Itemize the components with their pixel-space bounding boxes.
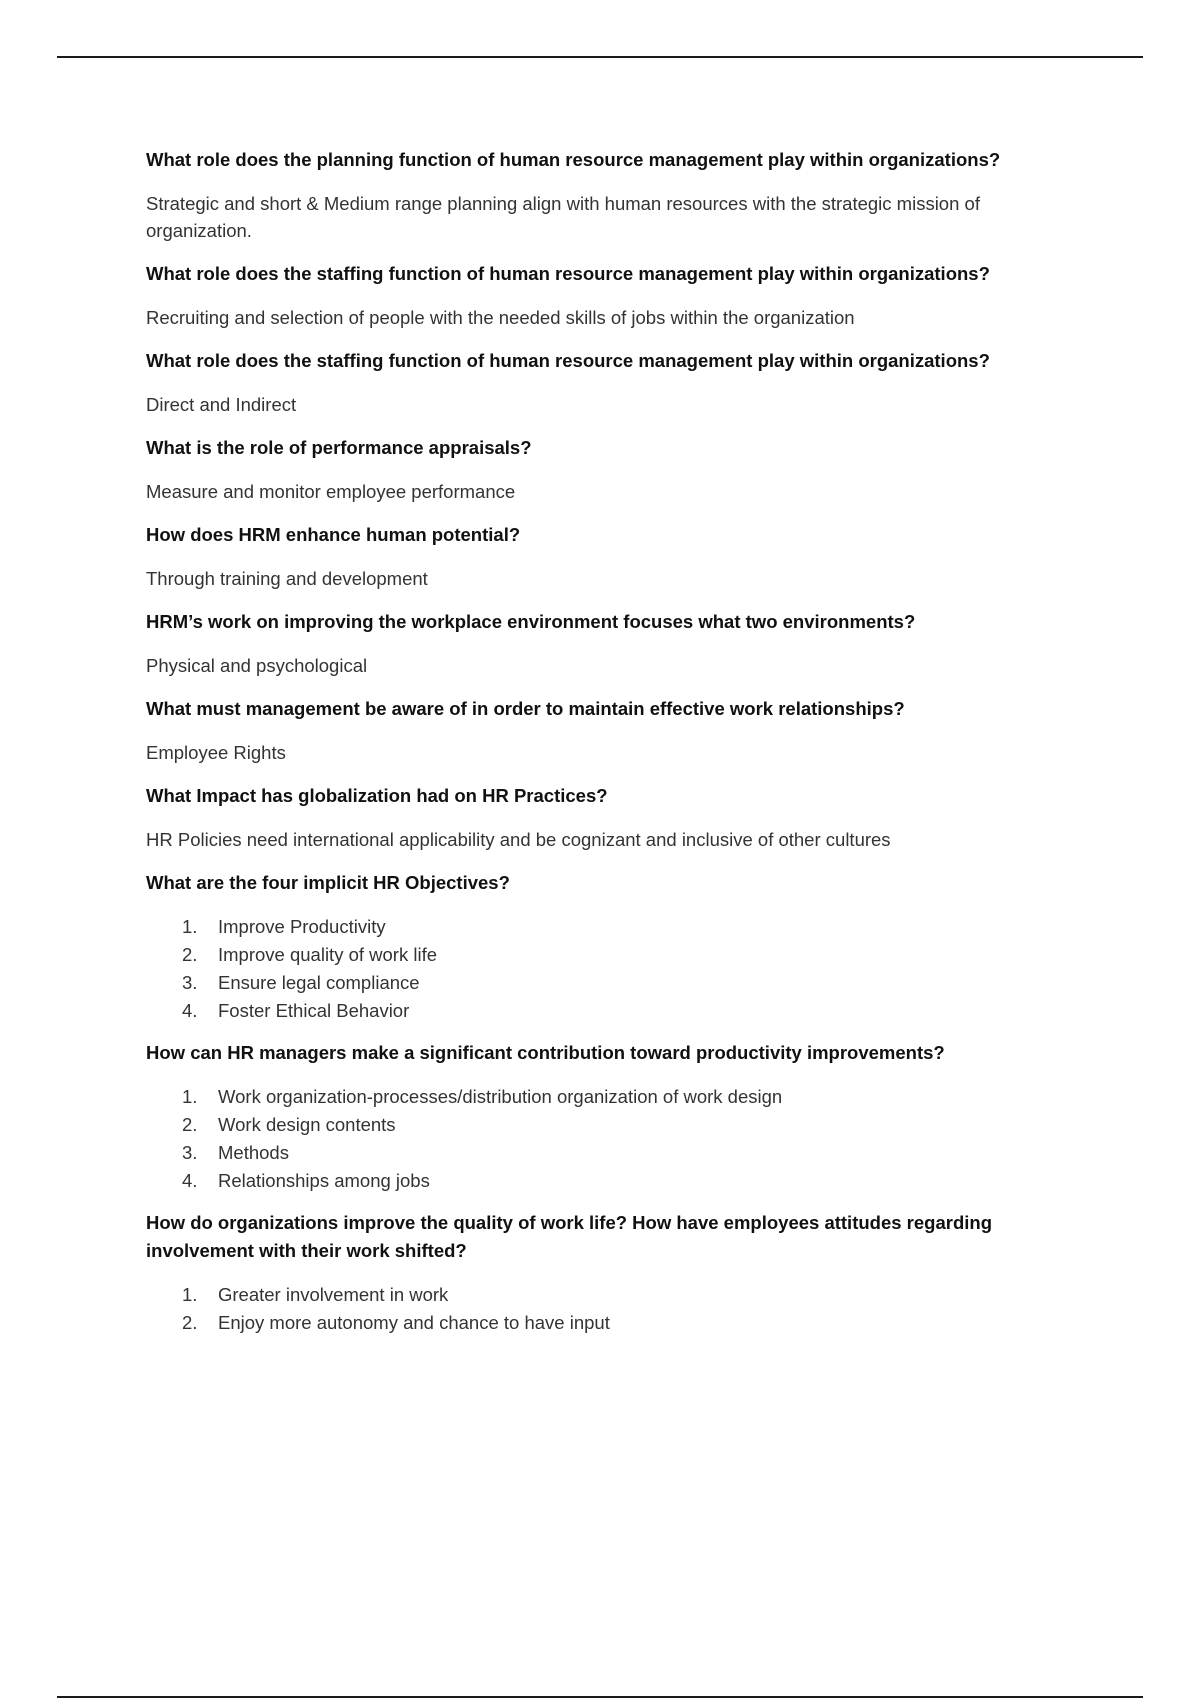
list-item bbox=[146, 941, 1046, 969]
work-life-list bbox=[146, 1281, 1046, 1337]
document-body bbox=[146, 146, 1046, 1351]
question-heading: What is the role of performance appraisals? bbox=[146, 437, 532, 458]
answer-text: Recruiting and selection of people with the needed skills of jobs within the organization bbox=[146, 307, 855, 328]
list-number: 4. bbox=[182, 1000, 198, 1021]
list-number: 1. bbox=[182, 1284, 198, 1305]
list-item-text: Improve quality of work life bbox=[218, 944, 438, 965]
list-item-text: Enjoy more autonomy and chance to have input bbox=[218, 1312, 610, 1333]
list-number: 4. bbox=[182, 1170, 198, 1191]
answer-text: HR Policies need international applicability and be cognizant and inclusive of other cultures bbox=[146, 829, 891, 850]
list-number: 1. bbox=[182, 1086, 198, 1107]
header-rule bbox=[57, 56, 1143, 58]
answer-text: Through training and development bbox=[146, 568, 428, 589]
list-item bbox=[146, 969, 1046, 997]
list-item bbox=[146, 1281, 1046, 1309]
list-item bbox=[146, 1083, 1046, 1111]
question-heading: HRM’s work on improving the workplace environment focuses what two environments? bbox=[146, 611, 916, 632]
answer-text: Employee Rights bbox=[146, 742, 286, 763]
list-item-text: Greater involvement in work bbox=[218, 1284, 449, 1305]
list-item bbox=[146, 997, 1046, 1025]
list-number: 2. bbox=[182, 1312, 198, 1333]
list-item-text: Work organization-processes/distribution organization of work design bbox=[218, 1086, 783, 1107]
question-heading: What role does the planning function of human resource management play within organizations? bbox=[146, 149, 1001, 170]
list-item-text: Foster Ethical Behavior bbox=[218, 1000, 410, 1021]
list-number: 2. bbox=[182, 944, 198, 965]
question-heading: How do organizations improve the quality of work life? How have employees attitudes regarding involvement with their work shifted? bbox=[146, 1212, 992, 1261]
question-heading: What are the four implicit HR Objectives? bbox=[146, 872, 510, 893]
list-number: 3. bbox=[182, 972, 198, 993]
list-item bbox=[146, 1139, 1046, 1167]
list-item bbox=[146, 1309, 1046, 1337]
productivity-list bbox=[146, 1083, 1046, 1195]
answer-text: Physical and psychological bbox=[146, 655, 368, 676]
question-heading: What role does the staffing function of human resource management play within organizations? bbox=[146, 350, 990, 371]
list-item-text: Work design contents bbox=[218, 1114, 396, 1135]
list-number: 3. bbox=[182, 1142, 198, 1163]
list-item-text: Improve Productivity bbox=[218, 916, 386, 937]
answer-text: Measure and monitor employee performance bbox=[146, 481, 516, 502]
footer-rule bbox=[57, 1696, 1143, 1698]
list-number: 2. bbox=[182, 1114, 198, 1135]
question-heading: What Impact has globalization had on HR Practices? bbox=[146, 785, 608, 806]
list-item bbox=[146, 913, 1046, 941]
list-item bbox=[146, 1111, 1046, 1139]
answer-text: Direct and Indirect bbox=[146, 394, 297, 415]
question-heading: What must management be aware of in order to maintain effective work relationships? bbox=[146, 698, 905, 719]
hr-objectives-list bbox=[146, 913, 1046, 1025]
list-number: 1. bbox=[182, 916, 198, 937]
question-heading: How can HR managers make a significant contribution toward productivity improvements? bbox=[146, 1042, 945, 1063]
list-item bbox=[146, 1167, 1046, 1195]
list-item-text: Relationships among jobs bbox=[218, 1170, 430, 1191]
question-heading: What role does the staffing function of human resource management play within organizations? bbox=[146, 263, 990, 284]
list-item-text: Ensure legal compliance bbox=[218, 972, 420, 993]
question-heading: How does HRM enhance human potential? bbox=[146, 524, 521, 545]
list-item-text: Methods bbox=[218, 1142, 289, 1163]
answer-text: Strategic and short & Medium range planning align with human resources with the strategic mission of organization. bbox=[146, 193, 980, 241]
